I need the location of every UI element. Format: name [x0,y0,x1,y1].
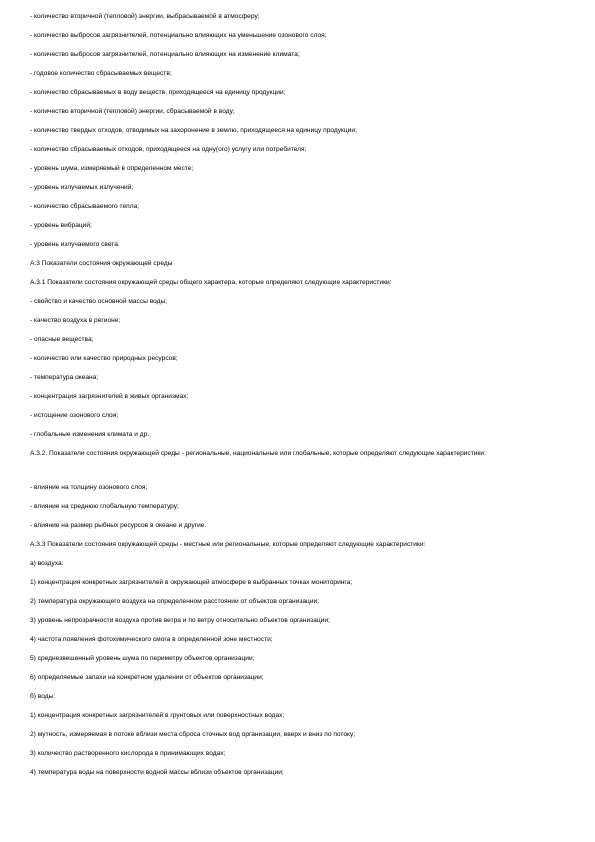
text-line-4: - годовое количество сбрасываемых веществ; [30,70,172,77]
text-line-18: - опасные вещества; [30,336,94,343]
text-line-36: б) воды: [30,693,56,700]
text-line-28: А.3.3 Показатели состояния окружающей среды - местные или региональные, которые определяют следующие характеристики: [30,541,426,548]
text-line-6: - количество вторичной (тепловой) энергии, сбрасываемой в воду; [30,108,235,115]
text-line-10: - уровень излучаемых излучений; [30,184,134,191]
text-line-19: - количество или качество природных ресурсов; [30,355,178,362]
text-line-20: - температура океана; [30,374,99,381]
text-line-7: - количество твердых отходов, отводимых на захоронение в землю, приходящееся на единицу продукции; [30,127,357,134]
text-line-21: - концентрация загрязнителей в живых организмах; [30,393,189,400]
text-line-39: 3) количество растворенного кислорода в принимающих водах; [30,750,226,757]
text-line-30: 1) концентрация конкретных загрязнителей в окружающей атмосфере в выбранных точках мониторинга; [30,579,353,586]
text-line-16: - свойство и качество основной массы воды; [30,298,168,305]
text-line-8: - количество сбрасываемых отходов, приходящееся на одну(ого) услугу или потребителя; [30,146,307,153]
text-line-24: А.3.2. Показатели состояния окружающей среды - региональные, национальные или глобальные, которые определяют следующие характеристики: [30,450,486,457]
text-line-5: - количество сбрасываемых в воду веществ, приходящееся на единицу продукции; [30,89,286,96]
text-line-3: - количество выбросов загрязнителей, потенциально влияющих на изменение климата; [30,51,300,58]
text-line-27: - влияние на размер рыбных ресурсов в океане и другие. [30,522,207,529]
text-line-35: 6) определяемые запахи на конкретном удалении от объектов организации; [30,674,264,681]
text-line-1: - количество вторичной (тепловой) энергии, выбрасываемой в атмосферу; [30,13,260,20]
text-line-13: - уровень излучаемого света. [30,241,120,248]
text-line-12: - уровень вибраций; [30,222,92,229]
text-line-25: - влияние на толщину озонового слоя; [30,484,148,491]
text-line-15: А.3.1 Показатели состояния окружающей среды общего характера, которые определяют следующие характеристики: [30,279,392,286]
text-line-17: - качество воздуха в регионе; [30,317,121,324]
text-line-26: - влияние на среднюю глобальную температуру; [30,503,179,510]
text-line-11: - количество сбрасываемого тепла; [30,203,140,210]
text-line-9: - уровень шума, измеряемый в определенном месте; [30,165,194,172]
text-line-29: а) воздуха: [30,560,64,567]
text-line-22: - истощение озонового слоя; [30,412,119,419]
text-line-34: 5) среднезвешенный уровень шума по периметру объектов организации; [30,655,255,662]
text-line-40: 4) температура воды на поверхности водной массы вблизи объектов организации; [30,769,284,776]
section-heading-a3: А.3 Показатели состояния окружающей среды [30,260,173,267]
text-line-37: 1) концентрация конкретных загрязнителей в грунтовых или поверхностных водах; [30,712,285,719]
text-line-32: 3) уровень непрозрачности воздуха против ветра и по ветру относительно объектов организации; [30,617,330,624]
text-line-2: - количество выбросов загрязнителей, потенциально влияющих на уменьшение озонового слоя; [30,32,327,39]
text-line-31: 2) температура окружающего воздуха на определенном расстоянии от объектов организации; [30,598,320,605]
text-line-38: 2) мутность, измеряемая в потоке вблизи места сброса сточных вод организации, вверх и вниз по потоку; [30,731,356,738]
text-line-33: 4) частота появления фотохимического смога в определенной зоне местности; [30,636,273,643]
text-line-23: - глобальные изменения климата и др. [30,431,150,438]
